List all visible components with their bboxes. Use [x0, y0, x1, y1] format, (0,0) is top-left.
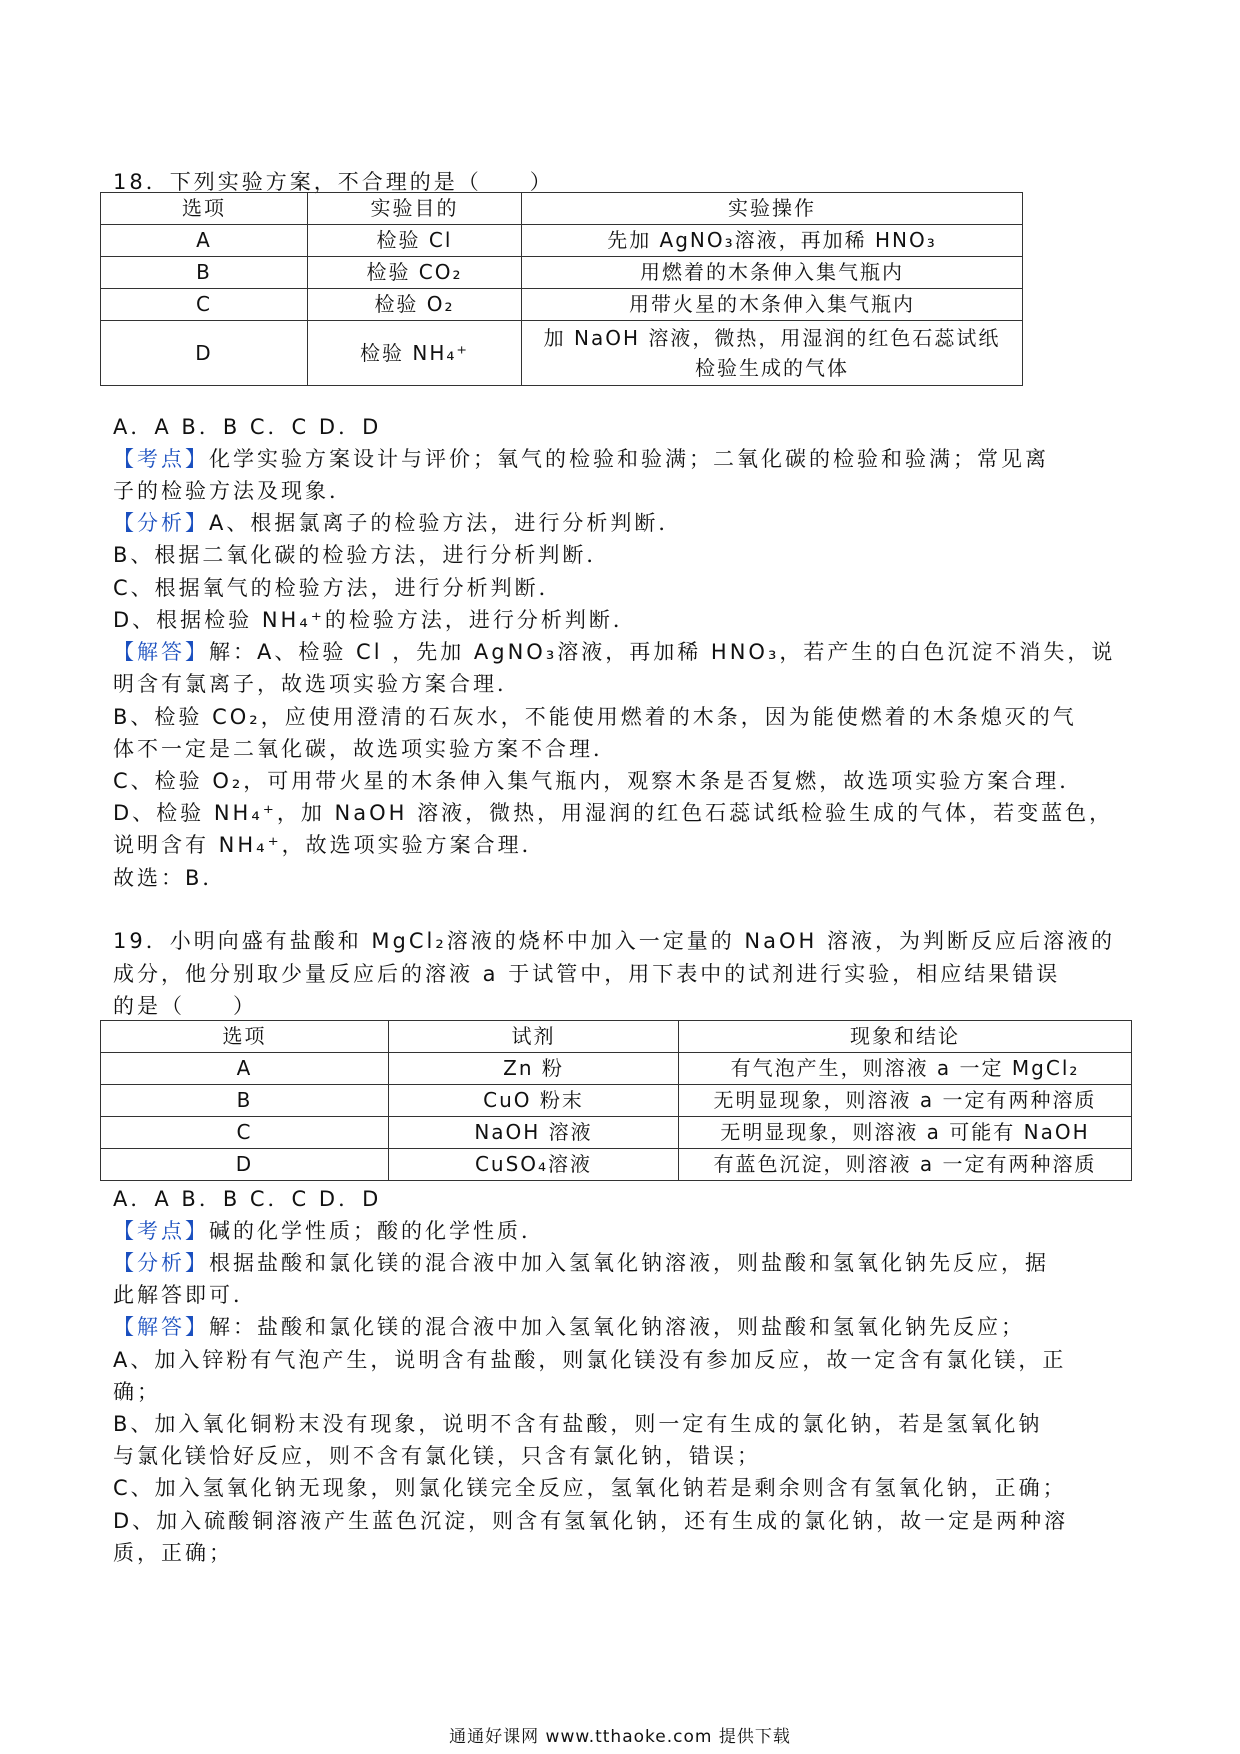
page-footer: 通通好课网 www.tthaoke.com 提供下载 [449, 1727, 791, 1747]
table-row [101, 321, 1023, 386]
table-row [101, 1149, 1132, 1181]
table-cell: B [101, 257, 308, 289]
table-cell: 检验 NH₄⁺ [308, 321, 522, 386]
jieda-text: 解：A、检验 Cl ，先加 AgNO₃溶液，再加稀 HNO₃，若产生的白色沉淀不消失，说 [209, 640, 1116, 664]
table-header-cell: 选项 [101, 1021, 389, 1053]
table-cell: NaOH 溶液 [389, 1117, 679, 1149]
q18-kaodian-line-2: 子的检验方法及现象． [113, 479, 353, 503]
table-cell: A [101, 1053, 389, 1085]
q18-jieda-line-2: 明含有氯离子，故选项实验方案合理． [113, 672, 521, 696]
table-cell: D [101, 321, 308, 386]
table-cell: 检验 CO₂ [308, 257, 522, 289]
q18-fenxi-line-3: C、根据氧气的检验方法，进行分析判断． [113, 576, 563, 600]
table-cell: D [101, 1149, 389, 1181]
table-cell: 检验 Cl [308, 225, 522, 257]
q18-jieda-line-3: B、检验 CO₂，应使用澄清的石灰水，不能使用燃着的木条，因为能使燃着的木条熄灭的气 [113, 705, 1077, 729]
table-cell: Zn 粉 [389, 1053, 679, 1085]
table-row [101, 225, 1023, 257]
q19-jieda-line-7: D、加入硫酸铜溶液产生蓝色沉淀，则含有氢氧化钠，还有生成的氯化钠，故一定是两种溶 [113, 1509, 1069, 1533]
q19-jieda-line-2: A、加入锌粉有气泡产生，说明含有盐酸，则氯化镁没有参加反应，故一定含有氯化镁，正 [113, 1348, 1067, 1372]
fenxi-tag: 【分析】 [113, 1251, 209, 1275]
q19-fenxi-line-2: 此解答即可． [113, 1283, 257, 1307]
table-row [101, 1053, 1132, 1085]
fenxi-tag: 【分析】 [113, 511, 209, 535]
q19-jieda-line-5: 与氯化镁恰好反应，则不含有氯化镁，只含有氯化钠，错误； [113, 1444, 761, 1468]
q18-jieda-line [113, 636, 1123, 666]
table-header-row [101, 1021, 1132, 1053]
q19-fenxi-line [113, 1247, 1123, 1277]
q18-answer: 故选：B． [113, 866, 227, 890]
table-cell: 先加 AgNO₃溶液，再加稀 HNO₃ [522, 225, 1023, 257]
q19-jieda-line-4: B、加入氧化铜粉末没有现象，说明不含有盐酸，则一定有生成的氯化钠，若是氢氧化钠 [113, 1412, 1043, 1436]
table-cell: B [101, 1085, 389, 1117]
table-header-cell: 选项 [101, 193, 308, 225]
table-cell: CuO 粉末 [389, 1085, 679, 1117]
q18-fenxi-line-2: B、根据二氧化碳的检验方法，进行分析判断． [113, 543, 611, 567]
q19-jieda-line-3: 确； [113, 1380, 161, 1404]
fenxi-text: 根据盐酸和氯化镁的混合液中加入氢氧化钠溶液，则盐酸和氢氧化钠先反应，据 [209, 1251, 1049, 1275]
q19-jieda-line-8: 质，正确； [113, 1541, 233, 1565]
table-cell: A [101, 225, 308, 257]
table-cell: 加 NaOH 溶液，微热，用湿润的红色石蕊试纸检验生成的气体 [522, 321, 1023, 386]
q19-options: A．A B．B C．C D．D [113, 1187, 382, 1211]
table-cell: 无明显现象，则溶液 a 一定有两种溶质 [679, 1085, 1132, 1117]
table-cell: CuSO₄溶液 [389, 1149, 679, 1181]
table-cell: 有气泡产生，则溶液 a 一定 MgCl₂ [679, 1053, 1132, 1085]
table-header-row [101, 193, 1023, 225]
table-header-cell: 实验目的 [308, 193, 522, 225]
table-cell: C [101, 1117, 389, 1149]
q19-stem-3: 的是（ ） [113, 994, 257, 1018]
table-cell: 有蓝色沉淀，则溶液 a 一定有两种溶质 [679, 1149, 1132, 1181]
jieda-text: 解：盐酸和氯化镁的混合液中加入氢氧化钠溶液，则盐酸和氢氧化钠先反应； [209, 1315, 1025, 1339]
table-row [101, 257, 1023, 289]
table-row [101, 1117, 1132, 1149]
fenxi-text: A、根据氯离子的检验方法，进行分析判断． [209, 511, 683, 535]
q18-jieda-line-6: D、检验 NH₄⁺，加 NaOH 溶液，微热，用湿润的红色石蕊试纸检验生成的气体，若变蓝色， [113, 801, 1114, 825]
q18-options: A．A B．B C．C D．D [113, 415, 382, 439]
table-cell: 无明显现象，则溶液 a 可能有 NaOH [679, 1117, 1132, 1149]
table-header-cell: 试剂 [389, 1021, 679, 1053]
kaodian-text: 化学实验方案设计与评价；氧气的检验和验满；二氧化碳的检验和验满；常见离 [209, 447, 1049, 471]
q19-kaodian-line [113, 1215, 1123, 1245]
q19-stem-1: 19．小明向盛有盐酸和 MgCl₂溶液的烧杯中加入一定量的 NaOH 溶液，为判断反应后溶液的 [113, 929, 1116, 953]
q19-table [100, 1020, 1132, 1181]
kaodian-text: 碱的化学性质；酸的化学性质． [209, 1219, 545, 1243]
q18-table [100, 192, 1023, 386]
table-cell: 检验 O₂ [308, 289, 522, 321]
table-header-cell: 现象和结论 [679, 1021, 1132, 1053]
kaodian-tag: 【考点】 [113, 447, 209, 471]
table-cell: 用燃着的木条伸入集气瓶内 [522, 257, 1023, 289]
q18-jieda-line-4: 体不一定是二氧化碳，故选项实验方案不合理． [113, 737, 617, 761]
q18-fenxi-line [113, 507, 1123, 537]
table-header-cell: 实验操作 [522, 193, 1023, 225]
table-cell: C [101, 289, 308, 321]
q18-jieda-line-5: C、检验 O₂，可用带火星的木条伸入集气瓶内，观察木条是否复燃，故选项实验方案合理． [113, 769, 1084, 793]
kaodian-tag: 【考点】 [113, 1219, 209, 1243]
q19-jieda-line [113, 1311, 1123, 1341]
q18-fenxi-line-4: D、根据检验 NH₄⁺的检验方法，进行分析判断． [113, 608, 637, 632]
jieda-tag: 【解答】 [113, 1315, 209, 1339]
table-row [101, 1085, 1132, 1117]
q18-stem: 18．下列实验方案，不合理的是（ ） [113, 170, 554, 194]
table-row [101, 289, 1023, 321]
q18-kaodian-line [113, 443, 1123, 473]
table-cell: 用带火星的木条伸入集气瓶内 [522, 289, 1023, 321]
q19-stem-2: 成分，他分别取少量反应后的溶液 a 于试管中，用下表中的试剂进行实验，相应结果错误 [113, 962, 1061, 986]
jieda-tag: 【解答】 [113, 640, 209, 664]
q19-jieda-line-6: C、加入氢氧化钠无现象，则氯化镁完全反应，氢氧化钠若是剩余则含有氢氧化钠，正确； [113, 1476, 1067, 1500]
q18-jieda-line-7: 说明含有 NH₄⁺，故选项实验方案合理． [113, 833, 546, 857]
